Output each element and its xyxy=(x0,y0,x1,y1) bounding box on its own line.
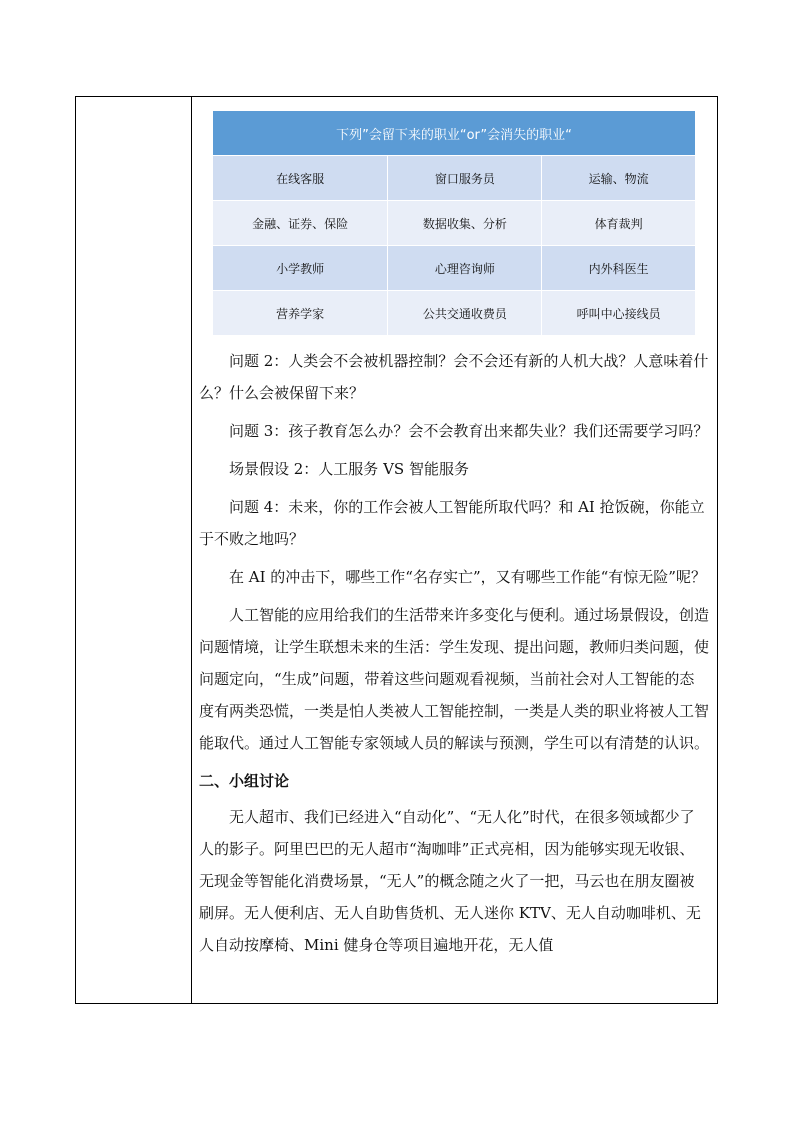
table-cell: 在线客服 xyxy=(213,156,388,201)
lesson-table-frame xyxy=(75,96,718,1004)
table-cell: 运输、物流 xyxy=(542,156,695,201)
table-cell: 公共交通收费员 xyxy=(388,291,542,336)
table-row xyxy=(213,156,695,201)
discussion-paragraph: 无人超市、我们已经进入“自动化”、“无人化”时代，在很多领域都少了人的影子。阿里巴巴的无人超市“淘咖啡”正式亮相，因为能够实现无收银、无现金等智能化消费场景，“无人”的概念随之火了一把，马云也在朋友圈被刷屏。无人便利店、无人自助售货机、无人迷你 KTV、无人自动咖啡机、无人自动按摩椅、Mini 健身仓等项目遍地开花，无人值 xyxy=(199,808,701,954)
content-cell xyxy=(199,111,709,961)
table-cell: 营养学家 xyxy=(213,291,388,336)
table-row xyxy=(213,291,695,336)
ai-impact-paragraph: 在 AI 的冲击下，哪些工作“名存实亡”，又有哪些工作能“有惊无险”呢？ xyxy=(229,568,706,586)
table-cell: 心理咨询师 xyxy=(388,246,542,291)
table-cell: 呼叫中心接线员 xyxy=(542,291,695,336)
table-cell: 金融、证券、保险 xyxy=(213,201,388,246)
table-cell: 窗口服务员 xyxy=(388,156,542,201)
table-row xyxy=(213,246,695,291)
table-cell: 小学教师 xyxy=(213,246,388,291)
jobs-table xyxy=(213,111,695,335)
table-cell: 数据收集、分析 xyxy=(388,201,542,246)
table-row xyxy=(213,201,695,246)
section-heading: 二、小组讨论 xyxy=(199,772,290,790)
jobs-table-title: 下列”会留下来的职业“or”会消失的职业“ xyxy=(213,111,695,156)
scenario-2: 场景假设 2：人工服务 VS 智能服务 xyxy=(229,460,469,478)
table-cell: 体育裁判 xyxy=(542,201,695,246)
question-2: 问题 2：人类会不会被机器控制？会不会还有新的人机大战？人意味着什么？什么会被保留下来？ xyxy=(199,352,709,402)
column-divider xyxy=(191,97,192,1003)
question-4: 问题 4：未来，你的工作会被人工智能所取代吗？和 AI 抢饭碗，你能立于不败之地吗？ xyxy=(199,498,705,548)
summary-paragraph: 人工智能的应用给我们的生活带来许多变化与便利。通过场景假设，创造问题情境，让学生联想未来的生活：学生发现、提出问题，教师归类问题，使问题定向，“生成”问题，带着这些问题观看视频，当前社会对人工智能的态度有两类恐慌，一类是怕人类被人工智能控制，一类是人类的职业将被人工智能取代。通过人工智能专家领域人员的解读与预测，学生可以有清楚的认识。 xyxy=(199,606,710,752)
table-cell: 内外科医生 xyxy=(542,246,695,291)
question-3: 问题 3：孩子教育怎么办？会不会教育出来都失业？我们还需要学习吗？ xyxy=(229,422,709,440)
